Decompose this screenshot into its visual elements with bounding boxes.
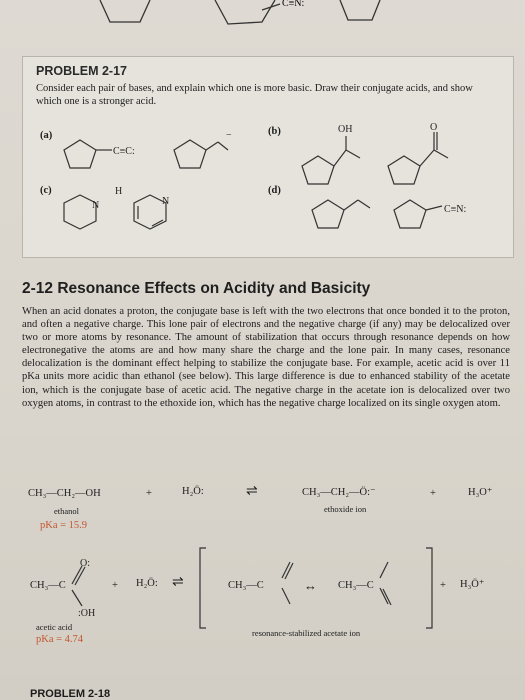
resonance-arrow: ↔ (304, 578, 317, 593)
a-acetylide: C≡C: (113, 146, 135, 157)
rxn1-ethoxide: CH₃—CH₂—Ö:⁻ (302, 487, 376, 498)
rxn1-hydronium: H₃O⁺ (468, 487, 493, 498)
rxn2-water: H₂Ö: (136, 578, 158, 589)
ethanol-label: ethanol (54, 506, 80, 516)
rxn1-ethanol: CH₃—CH₂—OH (28, 488, 101, 499)
c-h: H (115, 186, 123, 197)
body-paragraph: When an acid donates a proton, the conjugate base is left with the two electrons that once bonded it to the proton, and often a negative charge. This lone pair of electrons and the negative charge (if any) may be delocalized over two or more atoms by resonance. The amount of stabilization that occurs through resonance depends on how electronegative the atoms are and how many share the charge and the lone pair. In many cases, resonance delocalization is the dominant effect helping to stabilize the conjugate base. For example, acetic acid is over 11 pKa units more acidic than ethanol (see below). This large difference is due to enhanced stability of the acetate ion, which is the conjugate base of acetic acid. The negative charge in the acetate ion is delocalized over two oxygen atoms, in contrast to the ethoxide ion, which has the negative charge localized on its single oxygen atom. (22, 306, 510, 409)
acid-oh: :OH (78, 608, 96, 619)
c-n2: N (162, 196, 170, 207)
res1-ch3c: CH₃—C (228, 580, 264, 591)
acetate-label: resonance-stabilized acetate ion (252, 628, 361, 638)
rxn2-plus2: + (440, 580, 446, 591)
ethoxide-label: ethoxide ion (324, 504, 367, 514)
rxn2-plus1: + (112, 580, 118, 591)
b-oh: OH (338, 124, 353, 135)
d-cn: C≡N: (444, 204, 467, 215)
acetic-pka: pKa = 4.74 (36, 634, 84, 645)
c-n1: N (92, 200, 100, 211)
rxn2-arrow: ⇌ (172, 575, 184, 590)
rxn1-plus2: + (430, 488, 436, 499)
rxn1-water: H₂Ö: (182, 486, 204, 497)
rxn1-arrow: ⇌ (246, 484, 258, 499)
section-title: 2-12 Resonance Effects on Acidity and Basicity (22, 280, 371, 297)
next-problem-title: PROBLEM 2-18 (30, 688, 111, 700)
acid-carbonyl-o: O: (80, 558, 90, 569)
top-nitrile: C≡N: (282, 0, 305, 9)
label-a: (a) (40, 130, 53, 141)
acid-ch3c: CH₃—C (30, 580, 66, 591)
b-o: O (430, 122, 438, 133)
a-charge: − (226, 130, 232, 141)
res2-ch3c: CH₃—C (338, 580, 374, 591)
problem-text: Consider each pair of bases, and explain which one is more basic. Draw their conjugate acids, and show which one is a stronger acid. (36, 83, 473, 107)
acetic-label: acetic acid (36, 622, 73, 632)
rxn1-plus1: + (146, 488, 152, 499)
label-c: (c) (40, 185, 52, 196)
ethanol-pka: pKa = 15.9 (40, 520, 88, 531)
problem-title: PROBLEM 2-17 (36, 64, 127, 78)
rxn2-hydronium: H₃Ö⁺ (460, 579, 485, 590)
label-b: (b) (268, 126, 281, 137)
label-d: (d) (268, 185, 281, 196)
